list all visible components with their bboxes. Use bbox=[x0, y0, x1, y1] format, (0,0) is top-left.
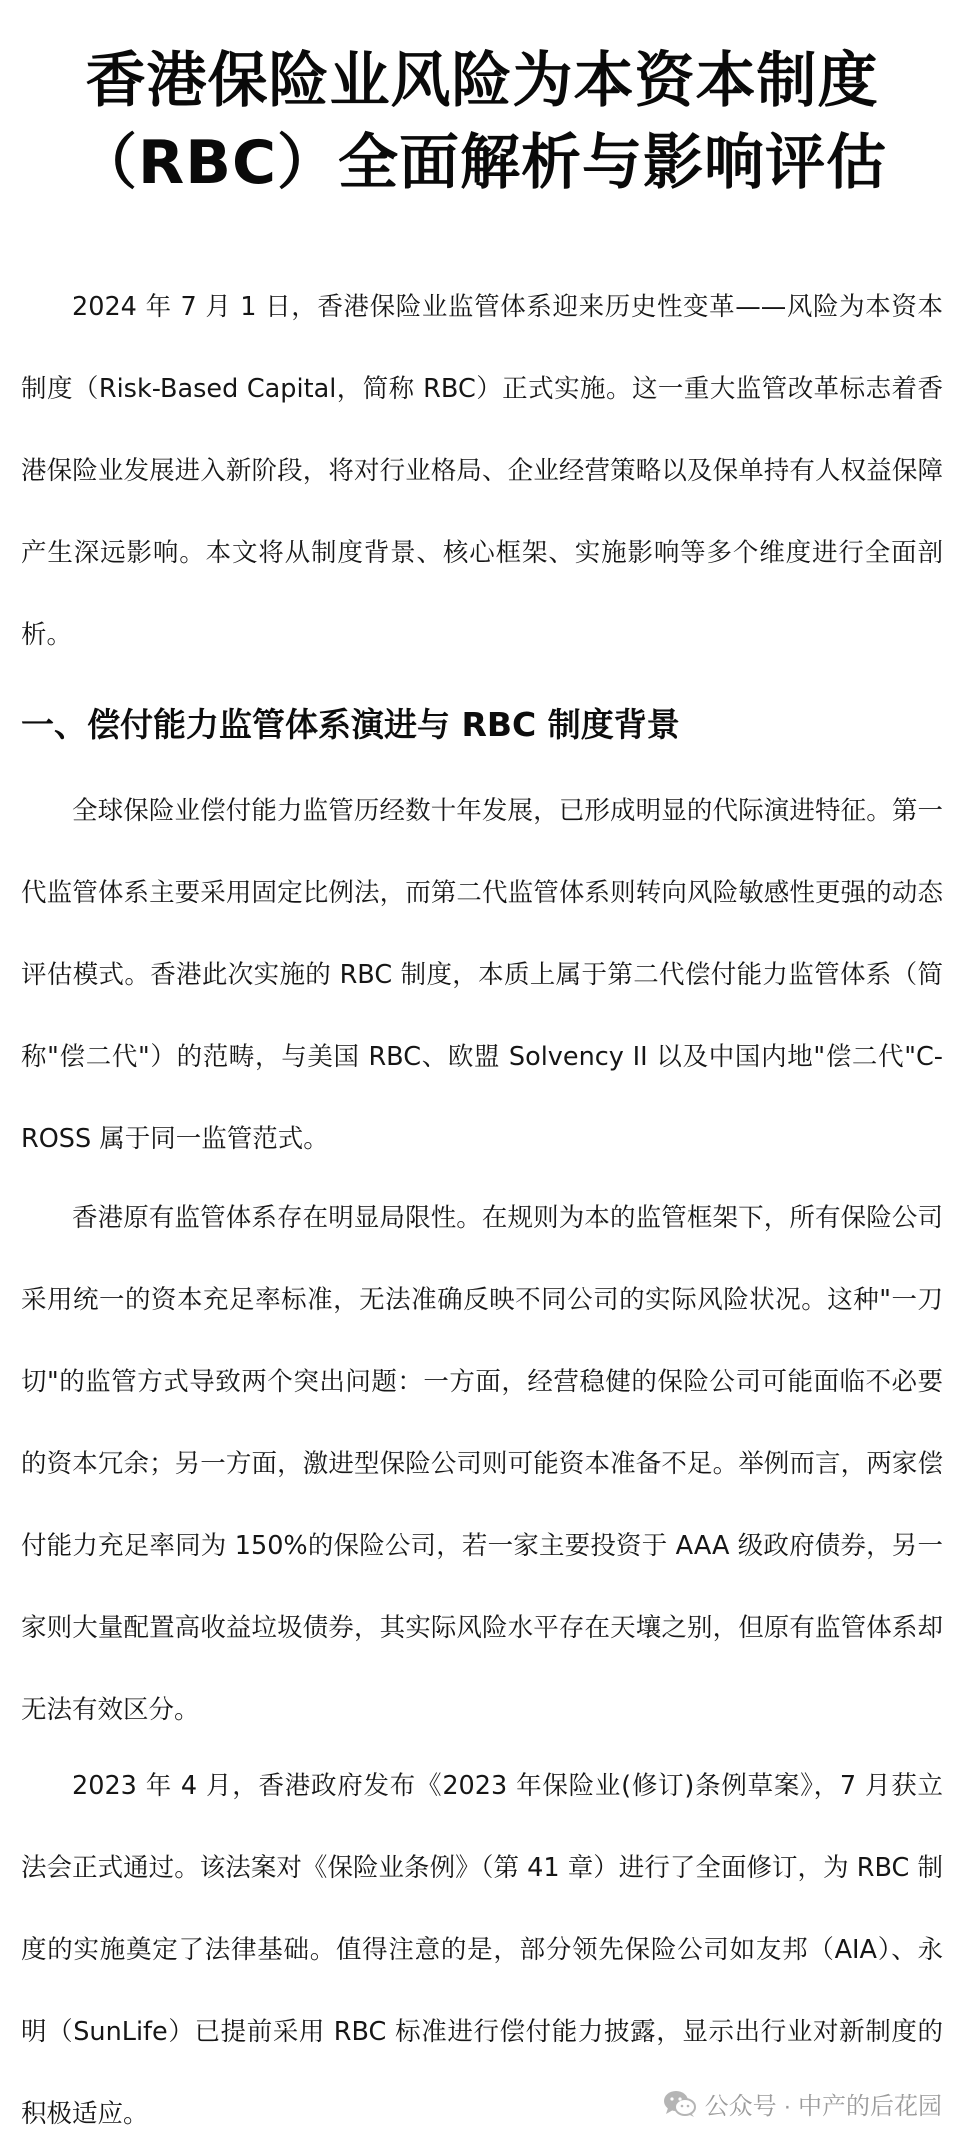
paragraph-legislation: 2023 年 4 月，香港政府发布《2023 年保险业(修订)条例草案》，7 月获立法会正式通过。该法案对《保险业条例》（第 41 章）进行了全面修订，为 RBC 制度的实施奠定了法律基础。值得注意的是，部分领先保险公司如友邦（AIA）、永明（SunLife）已提前采用 RBC 标准进行偿付能力披露，显示出行业对新制度的积极适应。 bbox=[21, 1771, 943, 2129]
paragraph-old-system-limits: 香港原有监管体系存在明显局限性。在规则为本的监管框架下，所有保险公司采用统一的资本充足率标准，无法准确反映不同公司的实际风险状况。这种"一刀切"的监管方式导致两个突出问题：一方面，经营稳健的保险公司可能面临不必要的资本冗余；另一方面，激进型保险公司则可能资本准备不足。举例而言，两家偿付能力充足率同为 150%的保险公司，若一家主要投资于 AAA 级政府债券，另一家则大量配置高收益垃圾债券，其实际风险水平存在天壤之别，但原有监管体系却无法有效区分。 bbox=[21, 1203, 943, 1725]
watermark-text: 公众号 · 中产的后花园 bbox=[704, 2093, 942, 2120]
intro-paragraph: 2024 年 7 月 1 日，香港保险业监管体系迎来历史性变革——风险为本资本制度（Risk-Based Capital，简称 RBC）正式实施。这一重大监管改革标志着香港保险业发展进入新阶段，将对行业格局、企业经营策略以及保单持有人权益保障产生深远影响。本文将从制度背景、核心框架、实施影响等多个维度进行全面剖析。 bbox=[21, 292, 943, 650]
section-heading: 一、偿付能力监管体系演进与 RBC 制度背景 bbox=[21, 705, 680, 744]
watermark bbox=[663, 2086, 942, 2121]
article-title: 香港保险业风险为本资本制度（RBC）全面解析与影响评估 bbox=[77, 46, 887, 198]
wechat-icon bbox=[663, 2089, 697, 2119]
paragraph-regulation-evolution: 全球保险业偿付能力监管历经数十年发展，已形成明显的代际演进特征。第一代监管体系主要采用固定比例法，而第二代监管体系则转向风险敏感性更强的动态评估模式。香港此次实施的 RBC 制度，本质上属于第二代偿付能力监管体系（简称"偿二代"）的范畴，与美国 RBC、欧盟 Solvency II 以及中国内地"偿二代"C-ROSS 属于同一监管范式。 bbox=[21, 796, 943, 1154]
